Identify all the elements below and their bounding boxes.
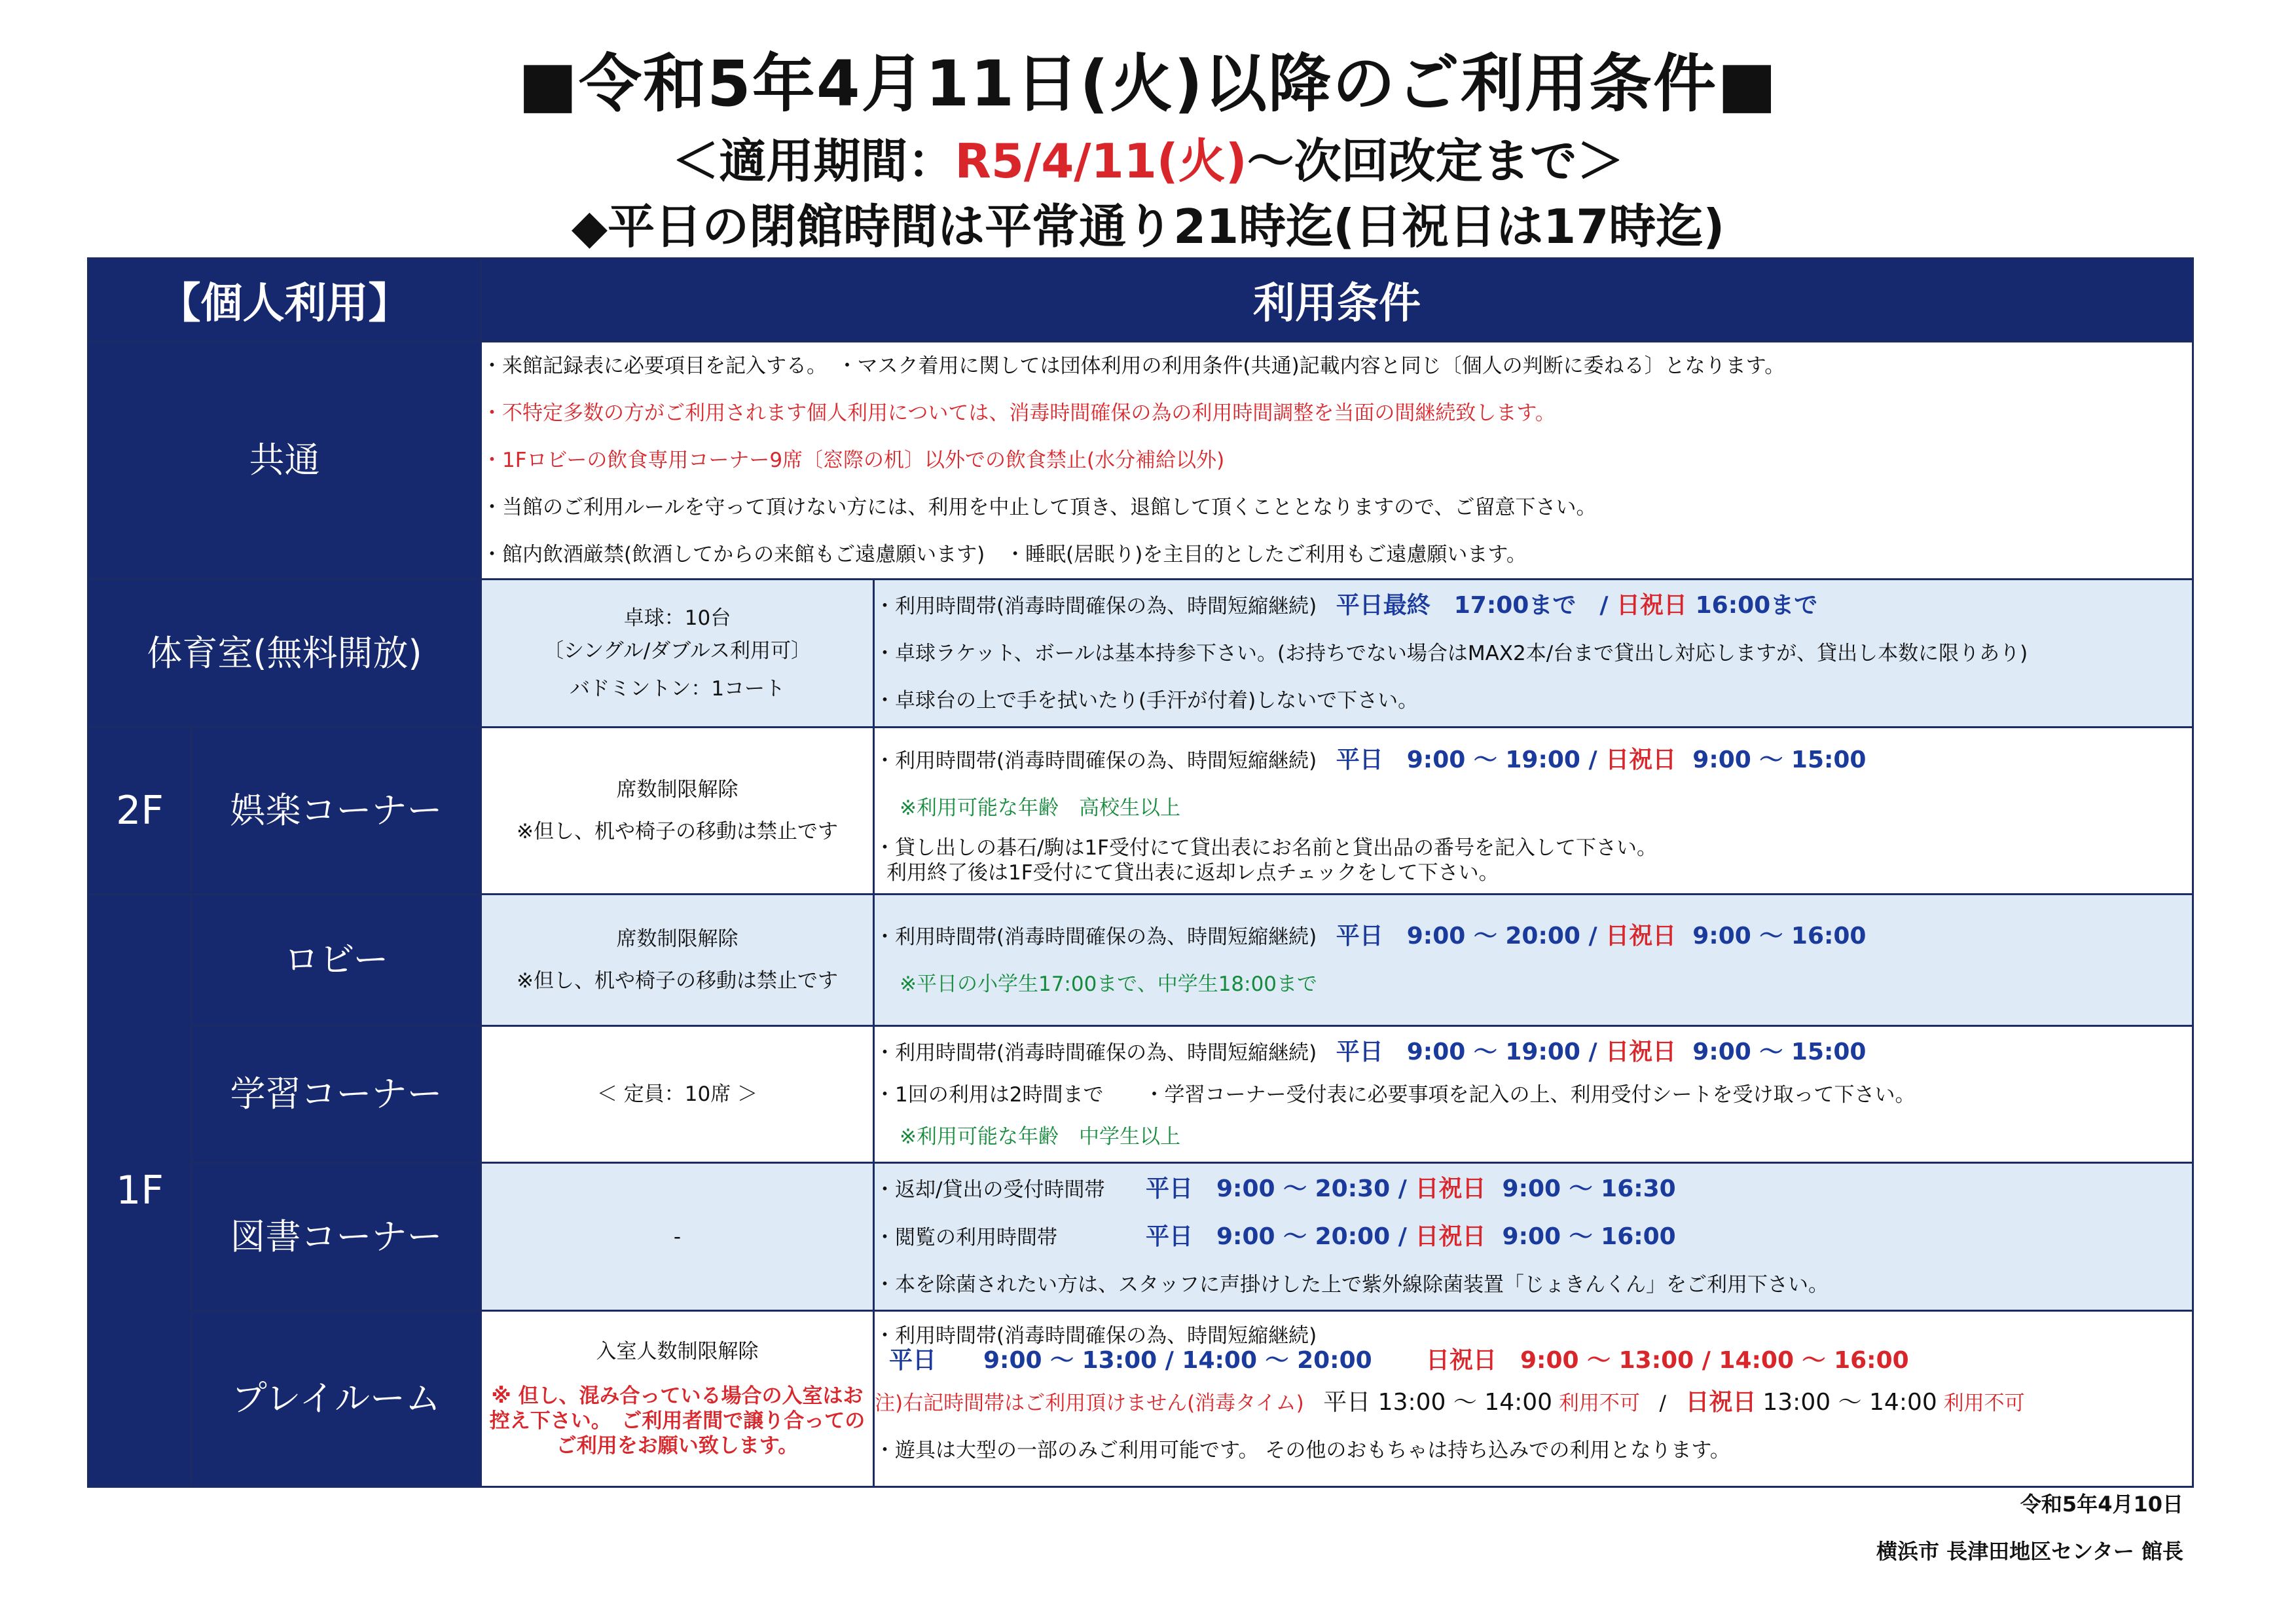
library-reading-weekday: 平日 9:00 ～ 20:00 / (1146, 1223, 1407, 1250)
lobby-hours-holiday: 9:00 ～ 16:00 (1692, 922, 1867, 950)
library-return-weekday: 平日 9:00 ～ 20:30 / (1146, 1175, 1407, 1202)
lobby-detail-1: 席数制限解除 (616, 927, 738, 951)
playroom-line-3: ・遊具は大型の一部のみご利用可能です。 その他のおもちゃは持ち込みでの利用となります。 (875, 1439, 1730, 1462)
playroom-note-holiday-label: 日祝日 (1685, 1389, 1757, 1416)
period-start-date: R5/4/11(火) (955, 134, 1247, 189)
playroom-detail-1: 入室人数制限解除 (596, 1340, 759, 1363)
row-library-corner (88, 1163, 2193, 1311)
playroom-hours-holiday: 日祝日 9:00 ～ 13:00 / 14:00 ～ 16:00 (1426, 1347, 1909, 1374)
playroom-detail (481, 1311, 874, 1487)
lobby-hours-weekday: 平日 9:00 ～ 20:00 / (1336, 922, 1597, 950)
common-conditions (481, 342, 2193, 580)
library-reading-holiday: 9:00 ～ 16:00 (1502, 1223, 1676, 1250)
label-study-corner: 学習コーナー (192, 1026, 481, 1163)
library-reading-label: ・閲覧の利用時間帯 (875, 1225, 1057, 1249)
playroom-hours-label: ・利用時間帯(消毒時間確保の為、時間短縮継続) (875, 1324, 1317, 1348)
entertainment-age-note: ※利用可能な年齢 高校生以上 (900, 796, 1180, 820)
lobby-hours-holiday-label: 日祝日 (1605, 922, 1677, 950)
gym-line-2: ・卓球ラケット、ボールは基本持参下さい。(お持ちでない場合はMAX2本/台まで貸出し対応しますが、貸出し本数に限りあり) (875, 642, 2028, 665)
label-entertainment-corner: 娯楽コーナー (192, 728, 481, 895)
header-conditions: 利用条件 (481, 259, 2193, 342)
label-playroom: プレイルーム (192, 1311, 481, 1487)
label-gym: 体育室(無料開放) (88, 580, 481, 728)
entertainment-hours-holiday: 9:00 ～ 15:00 (1692, 746, 1867, 773)
entertainment-detail (481, 728, 874, 895)
table-header-row (88, 259, 2193, 342)
applicable-period (0, 131, 2296, 191)
gym-hours-weekday: 平日最終 17:00まで / (1336, 592, 1609, 619)
playroom-note-weekday: 平日 13:00 ～ 14:00 (1323, 1389, 1553, 1416)
gym-detail (481, 580, 874, 728)
gym-hours-holiday-label: 日祝日 (1616, 592, 1688, 619)
entertainment-hours-weekday: 平日 9:00 ～ 19:00 / (1336, 746, 1597, 773)
lobby-hours-label: ・利用時間帯(消毒時間確保の為、時間短縮継続) (875, 925, 1317, 949)
common-line-3: ・1Fロビーの飲食専用コーナー9席〔窓際の机〕以外での飲食禁止(水分補給以外) (482, 449, 1225, 472)
playroom-hours-weekday: 平日 9:00 ～ 13:00 / 14:00 ～ 20:00 (889, 1347, 1372, 1374)
study-age-note: ※利用可能な年齢 中学生以上 (900, 1124, 1180, 1149)
footer-issuer: 横浜市 長津田地区センター 館長 (1876, 1539, 2183, 1564)
library-line-3: ・本を除菌されたい方は、スタッフに声掛けした上で紫外線除菌装置「じょきんくん」をご利用下さい。 (875, 1272, 1829, 1297)
period-prefix: ＜適用期間： (672, 134, 955, 189)
row-common (88, 342, 2193, 580)
entertainment-detail-2: ※但し、机や椅子の移動は禁止です (517, 820, 838, 843)
row-lobby (88, 895, 2193, 1026)
usage-conditions-table (87, 257, 2194, 1488)
lobby-note: ※平日の小学生17:00まで、中学生18:00まで (900, 972, 1318, 996)
study-hours-weekday: 平日 9:00 ～ 19:00 / (1336, 1038, 1597, 1065)
lobby-conditions (874, 895, 2193, 1026)
label-common: 共通 (88, 342, 481, 580)
gym-detail-format: 〔シングル/ダブルス利用可〕 (543, 638, 811, 663)
lobby-detail-2: ※但し、机や椅子の移動は禁止です (517, 969, 838, 993)
row-playroom (88, 1311, 2193, 1487)
playroom-note-holiday: 13:00 ～ 14:00 (1762, 1389, 1937, 1416)
footer-date: 令和5年4月10日 (2020, 1492, 2183, 1517)
row-entertainment-corner (88, 728, 2193, 895)
playroom-note-red: 注)右記時間帯はご利用頂けません(消毒タイム) (875, 1392, 1304, 1415)
library-detail: - (481, 1163, 874, 1311)
library-return-label: ・返却/貸出の受付時間帯 (875, 1177, 1105, 1202)
gym-conditions (874, 580, 2193, 728)
playroom-detail-2: ※ 但し、混み合っている場合の入室はお控え下さい。 ご利用者間で譲り合ってのご利用をお願い致します。 (489, 1384, 866, 1458)
row-study-corner (88, 1026, 2193, 1163)
study-conditions (874, 1026, 2193, 1163)
row-gym (88, 580, 2193, 728)
entertainment-line-3b: 利用終了後は1F受付にて貸出表に返却レ点チェックをして下さい。 (886, 860, 1499, 885)
entertainment-line-3a: ・貸し出しの碁石/駒は1F受付にて貸出表にお名前と貸出品の番号を記入して下さい。 (875, 836, 1657, 860)
study-line-2: ・1回の利用は2時間まで ・学習コーナー受付表に必要事項を記入の上、利用受付シートを受け取って下さい。 (875, 1082, 1916, 1107)
library-conditions (874, 1163, 2193, 1311)
entertainment-hours-label: ・利用時間帯(消毒時間確保の為、時間短縮継続) (875, 748, 1317, 773)
playroom-note-holiday-tag: 利用不可 (1943, 1392, 2025, 1415)
gym-detail-badminton: バドミントン：1コート (569, 676, 786, 701)
gym-line-3: ・卓球台の上で手を拭いたり(手汗が付着)しないで下さい。 (875, 689, 1419, 712)
gym-hours-holiday: 16:00まで (1695, 592, 1818, 619)
entertainment-conditions (874, 728, 2193, 895)
study-hours-label: ・利用時間帯(消毒時間確保の為、時間短縮継続) (875, 1041, 1317, 1065)
common-line-4: ・当館のご利用ルールを守って頂けない方には、利用を中止して頂き、退館して頂くこととなりますので、ご留意下さい。 (482, 496, 1597, 519)
playroom-conditions (874, 1311, 2193, 1487)
period-suffix: ～次回改定まで＞ (1247, 134, 1624, 189)
study-hours-holiday-label: 日祝日 (1605, 1038, 1677, 1065)
page-title: ■令和5年4月11日(火)以降のご利用条件■ (518, 47, 1778, 120)
label-library-corner: 図書コーナー (192, 1163, 481, 1311)
floor-2f-label: 2F (88, 728, 192, 895)
playroom-note-sep: / (1659, 1392, 1666, 1415)
gym-hours-label: ・利用時間帯(消毒時間確保の為、時間短縮継続) (875, 595, 1317, 618)
library-reading-holiday-label: 日祝日 (1415, 1223, 1486, 1250)
study-hours-holiday: 9:00 ～ 15:00 (1692, 1038, 1867, 1065)
entertainment-hours-holiday-label: 日祝日 (1605, 746, 1677, 773)
library-return-holiday: 9:00 ～ 16:30 (1502, 1175, 1676, 1202)
library-return-holiday-label: 日祝日 (1415, 1175, 1486, 1202)
playroom-note-weekday-tag: 利用不可 (1558, 1392, 1640, 1415)
floor-1f-label: 1F (88, 895, 192, 1487)
header-individual-use: 【個人利用】 (88, 259, 481, 342)
gym-detail-tabletennis: 卓球：10台 (623, 606, 731, 630)
label-lobby: ロビー (192, 895, 481, 1026)
lobby-detail (481, 895, 874, 1026)
closing-time-note: ◆平日の閉館時間は平常通り21時迄(日祝日は17時迄) (571, 199, 1725, 254)
common-line-2: ・不特定多数の方がご利用されます個人利用については、消毒時間確保の為の利用時間調整を当面の間継続致します。 (482, 401, 1556, 425)
common-line-5: ・館内飲酒厳禁(飲酒してからの来館もご遠慮願います) ・睡眠(居眠り)を主目的としたご利用もご遠慮願います。 (482, 543, 1527, 566)
study-detail: ＜ 定員：10席 ＞ (481, 1026, 874, 1163)
common-line-1: ・来館記録表に必要項目を記入する。 ・マスク着用に関しては団体利用の利用条件(共通)記載内容と同じ〔個人の判断に委ねる〕となります。 (482, 354, 1785, 378)
entertainment-detail-1: 席数制限解除 (616, 778, 738, 802)
